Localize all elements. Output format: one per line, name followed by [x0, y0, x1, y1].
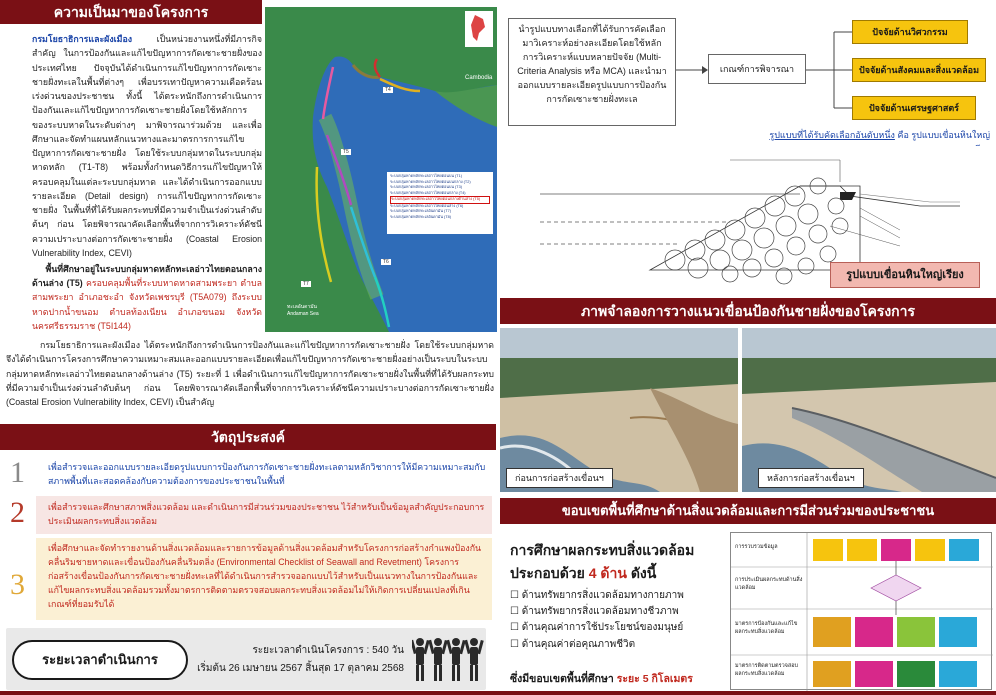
flow-row-label: มาตรการป้องกันและแก้ไขผลกระทบสิ่งแวดล้อม	[735, 621, 798, 635]
env-heading2-b: 4 ด้าน	[588, 565, 627, 581]
objective-row	[0, 456, 496, 496]
mca-text: นำรูปแบบทางเลือกที่ได้รับการคัดเลือกมาวิเคราะห์อย่างละเอียดโดยใช้หลักการวิเคราะห์แบบหลายปัจจัย (Multi-Criteria Analysis หรือ MCA) และนำมาออกแบบรายละเอียดรูปแบบการป้องกันการกัดเซาะชายฝั่งทะเล	[517, 24, 667, 104]
env-heading2	[510, 563, 656, 585]
env-scope	[510, 670, 693, 687]
flow-row-label: มาตรการติดตามตรวจสอบผลกระทบสิ่งแวดล้อม	[735, 663, 799, 677]
factor-label: ปัจจัยด้านวิศวกรรม	[872, 27, 948, 37]
map-label-sea-en: Andaman Sea	[287, 311, 319, 317]
mca-box	[508, 18, 676, 126]
map-tag: T6	[383, 259, 389, 265]
factor-label: ปัจจัยด้านสังคมและสิ่งแวดล้อม	[858, 65, 979, 75]
bottom-strip	[0, 691, 996, 695]
factor-box	[852, 96, 976, 120]
area-body: ครอบคลุมพื้นที่ระบบหาดหาดสามพระยา ตำบลสามพระยา อำเภอชะอำ จังหวัดเพชรบุรี (T5A079) ถึงระบบหาดปากน้ำขนอม ตำบลท้องเนียน อำเภอขนอม จังหวัดนครศรีธรรมราช (T5I144)	[32, 278, 262, 331]
factor-box	[852, 20, 968, 44]
env-banner	[500, 498, 996, 524]
map-label-cambodia: Cambodia	[465, 75, 493, 81]
photo-before	[500, 328, 738, 492]
env-item: ☐ ด้านทรัพยากรสิ่งแวดล้อมทางกายภาพ	[510, 590, 684, 601]
legend-item: ระบบกลุ่มหาดหลักทะเลอ่าวไทยตอนบน (T3)	[390, 185, 462, 189]
checkbox-icon: ☐	[510, 638, 522, 650]
env-heading2-a: ประกอบด้วย	[510, 565, 585, 581]
env-title: ขอบเขตพื้นที่ศึกษาด้านสิ่งแวดล้อมและการมีส่วนร่วมของประชาชน	[561, 503, 935, 518]
env-item: ☐ ด้านทรัพยากรสิ่งแวดล้อมทางชีวภาพ	[510, 606, 679, 618]
history-title: ความเป็นมาของโครงการ	[53, 4, 209, 20]
checkbox-icon: ☐	[510, 622, 522, 634]
section-caption-box	[830, 262, 980, 288]
area-detail	[32, 276, 262, 333]
env-item: ☐ ด้านคุณค่าการใช้ประโยชน์ของมนุษย์	[510, 622, 684, 634]
intro-body: เป็นหน่วยงานหนึ่งที่มีภารกิจสำคัญ ในการป้องกันและแก้ไขปัญหาการกัดเซาะชายฝั่งของประเทศไทย ปัจจุบันได้ดำเนินการแก้ไขปัญหาการกัดเซาะชายฝั่งทะเลในพื้นที่ต่างๆ เพื่อบรรเทาปัญหาความเดือดร้อนเร่งด่วนของประชาชน ทั้งนี้ ได้ตระหนักถึงการดำเนินการป้องกันและแก้ไขปัญหาการกัดเซาะชายฝั่งโดยใช้หลักการของระบบหาดในระดับต่างๆ มาพิจารณาร่วมด้วย และเพื่อศึกษาและจัดทำแผนหลักแนวทางและมาตรการการแก้ไขปัญหาการกัดเซาะชายฝั่ง โดยใช้ระบบกลุ่มหาดในระบบกลุ่มหาดหลัก (T1-T8) พร้อมทั้งกำหนดวิธีการแก้ไขปัญหาให้ ครอบคลุมในแต่ละระบบกลุ่มหาด และได้ดำเนินการออกแบบรายละเอียด (Detail design) การแก้ไขปัญหาการกัดเซาะชายฝั่ง ในพื้นที่ที่ได้รับผลกระทบที่มีความจำเป็นเร่งด่วนลำดับต้นๆ ก่อน โดยพิจารณาคัดเลือกพื้นที่จากการวิเคราะห์ดัชนีความเปราะบางต่อการกัดเซาะชายฝั่ง (Coastal Erosion Vulnerability Index, CEVI)	[32, 34, 262, 258]
map-panel	[265, 7, 497, 332]
checkbox-icon: ☐	[510, 590, 522, 601]
objective-text: เพื่อสำรวจและออกแบบรายละเอียดรูปแบบการป้องกันการกัดเซาะชายฝั่งทะเลตามหลักวิชาการให้มีความเหมาะสมกับสภาพพื้นที่และสอดคล้องกับความต้องการของประชาชนในพื้นที่	[48, 462, 486, 487]
selected-rest: คือ รูปแบบเขื่อนหินใหญ่	[897, 130, 990, 140]
legend-item-highlight: ระบบกลุ่มหาดหลักทะเลอ่าวไทยตอนกลางด้านล่าง (T5)	[390, 196, 490, 204]
area-lead: ด้านล่าง (T5)	[32, 278, 83, 288]
duration-line1: ระยะเวลาดำเนินโครงการ : 540 วัน	[252, 645, 404, 656]
criteria-label: เกณฑ์การพิจารณา	[719, 64, 795, 74]
legend-item: ระบบกลุ่มหาดหลักทะเลอันดามัน (T7)	[390, 209, 452, 213]
map-tag: T5	[343, 149, 349, 155]
factor-box	[852, 58, 986, 82]
env-list	[510, 588, 720, 653]
map-label-sea: ทะเลอันดามัน	[287, 304, 317, 310]
duration-label: ระยะเวลาดำเนินการ	[42, 652, 158, 667]
objective-number: 2	[10, 496, 25, 529]
before-caption: ก่อนการก่อสร้างเขื่อนฯ	[506, 468, 613, 488]
objective-text: เพื่อศึกษาและจัดทำรายงานด้านสิ่งแวดล้อมและรายการข้อมูลด้านสิ่งแวดล้อมสำหรับโครงการก่อสร้างกำแพงป้องกันคลื่นริมชายหาดและเขื่อนป้องกันคลื่นริมตลิ่ง (Environmental Checklist of Seawall and Revetment) โครงการก่อสร้างเขื่อนป้องกันการกัดเซาะชายฝั่งทะเลที่ได้ดำเนินการสำรวจออกแบบไว้สำหรับเป็นแนวทางในการป้องกันและแก้ไขผลกระทบสิ่งแวดล้อมรวมทั้งมาตรการติดตามตรวจสอบผลกระทบสิ่งแวดล้อมไม่ให้เกิดการเปลี่ยนแปลงที่เกินเกณฑ์ที่ยอมรับได้	[48, 543, 482, 610]
objectives-title: วัตถุประสงค์	[210, 429, 286, 445]
selected-underlined: รูปแบบที่ได้รับคัดเลือกอันดับหนึ่ง	[769, 130, 895, 140]
intro-org: กรมโยธาธิการและผังเมือง	[32, 34, 133, 44]
flow-row-label: การรวบรวมข้อมูล	[735, 544, 778, 550]
photo-after	[742, 328, 996, 492]
env-flowchart	[730, 532, 992, 690]
objective-number: 3	[10, 568, 25, 601]
full-paragraph	[6, 338, 494, 409]
env-heading1: การศึกษาผลกระทบสิ่งแวดล้อม	[510, 542, 695, 558]
env-scope-b: ระยะ 5 กิโลเมตร	[616, 673, 693, 685]
area-block	[32, 262, 262, 276]
flow-row-label: การประเมินผลกระทบด้านสิ่งแวดล้อม	[735, 577, 803, 591]
duration-line2: เริ่มต้น 26 เมษายน 2567 สิ้นสุด 17 ตุลาคม 2568	[197, 663, 404, 674]
map-legend	[387, 172, 493, 234]
objective-text: เพื่อสำรวจและศึกษาสภาพสิ่งแวดล้อม และดำเนินการมีส่วนร่วมของประชาชน ไว้สำหรับเป็นข้อมูลสำคัญประกอบการประเมินผลกระทบสิ่งแวดล้อม	[48, 502, 485, 527]
history-banner	[0, 0, 262, 24]
people-icon	[412, 636, 484, 689]
map-tag: T4	[385, 87, 391, 93]
checkbox-icon: ☐	[510, 606, 522, 618]
objective-row	[0, 496, 496, 536]
factor-label: ปัจจัยด้านเศรษฐศาสตร์	[868, 103, 960, 113]
legend-item: ระบบกลุ่มหาดหลักทะเลอ่าวไทยตอนกลาง (T4)	[390, 190, 466, 195]
area-title: พื้นที่ศึกษาอยู่ในระบบกลุ่มหาดหลักทะเลอ่าวไทยตอนกลาง	[45, 264, 262, 274]
map-tag: T7	[303, 281, 309, 287]
criteria-box	[708, 54, 806, 84]
legend-item: ระบบกลุ่มหาดหลักทะเลอันดามัน (T8)	[390, 214, 452, 219]
photos-title: ภาพจำลองการวางแนวเขื่อนป้องกันชายฝั่งของโครงการ	[580, 303, 916, 319]
photos-banner	[500, 298, 996, 324]
objective-row	[0, 538, 496, 622]
legend-item: ระบบกลุ่มหาดหลักทะเลอ่าวไทยตอนบนกลาง (T2)	[390, 179, 471, 184]
thailand-map	[265, 7, 497, 332]
section-caption: รูปแบบเขื่อนหินใหญ่เรียง	[846, 269, 964, 281]
duration-label-box	[12, 640, 188, 680]
objectives-banner	[0, 424, 496, 450]
env-item: ☐ ด้านคุณค่าต่อคุณภาพชีวิต	[510, 638, 636, 650]
full-paragraph-text: กรมโยธาธิการและผังเมือง ได้ตระหนักถึงการดำเนินการป้องกันและแก้ไขปัญหาการกัดเซาะชายฝั่ง โดยใช้ระบบกลุ่มหาด จึงได้ดำเนินการโครงการศึกษาความเหมาะสมและออกแบบรายละเอียดเพื่อแก้ไขปัญหาการกัดเซาะชายฝั่งอย่างเป็นระบบในระบบกลุ่มหาดหลักทะเลอ่าวไทยตอนกลางด้านล่าง (T5) ระยะที่ 1 เพื่อดำเนินการแก้ไขปัญหาการกัดเซาะชายฝั่งในพื้นที่ที่ได้รับผลกระทบที่มีความจำเป็นเร่งด่วนลำดับต้นๆ ก่อน โดยพิจารณาคัดเลือกพื้นที่จากการวิเคราะห์ดัชนีความเปราะบางต่อการกัดเซาะชายฝั่ง (Coastal Erosion Vulnerability Index, CEVI) เป็นสำคัญ	[6, 340, 494, 407]
legend-item: ระบบกลุ่มหาดหลักทะเลอ่าวไทยตอนบน (T1)	[390, 174, 462, 178]
legend-item: ระบบกลุ่มหาดหลักทะเลอ่าวไทยตอนล่าง (T6)	[390, 203, 464, 208]
objective-number: 1	[10, 456, 25, 489]
env-heading2-c: ดังนี้	[630, 565, 657, 581]
history-intro	[32, 32, 262, 260]
env-scope-a: ซึ่งมีขอบเขตพื้นที่ศึกษา	[510, 673, 614, 685]
after-caption: หลังการก่อสร้างเขื่อนฯ	[758, 468, 864, 488]
